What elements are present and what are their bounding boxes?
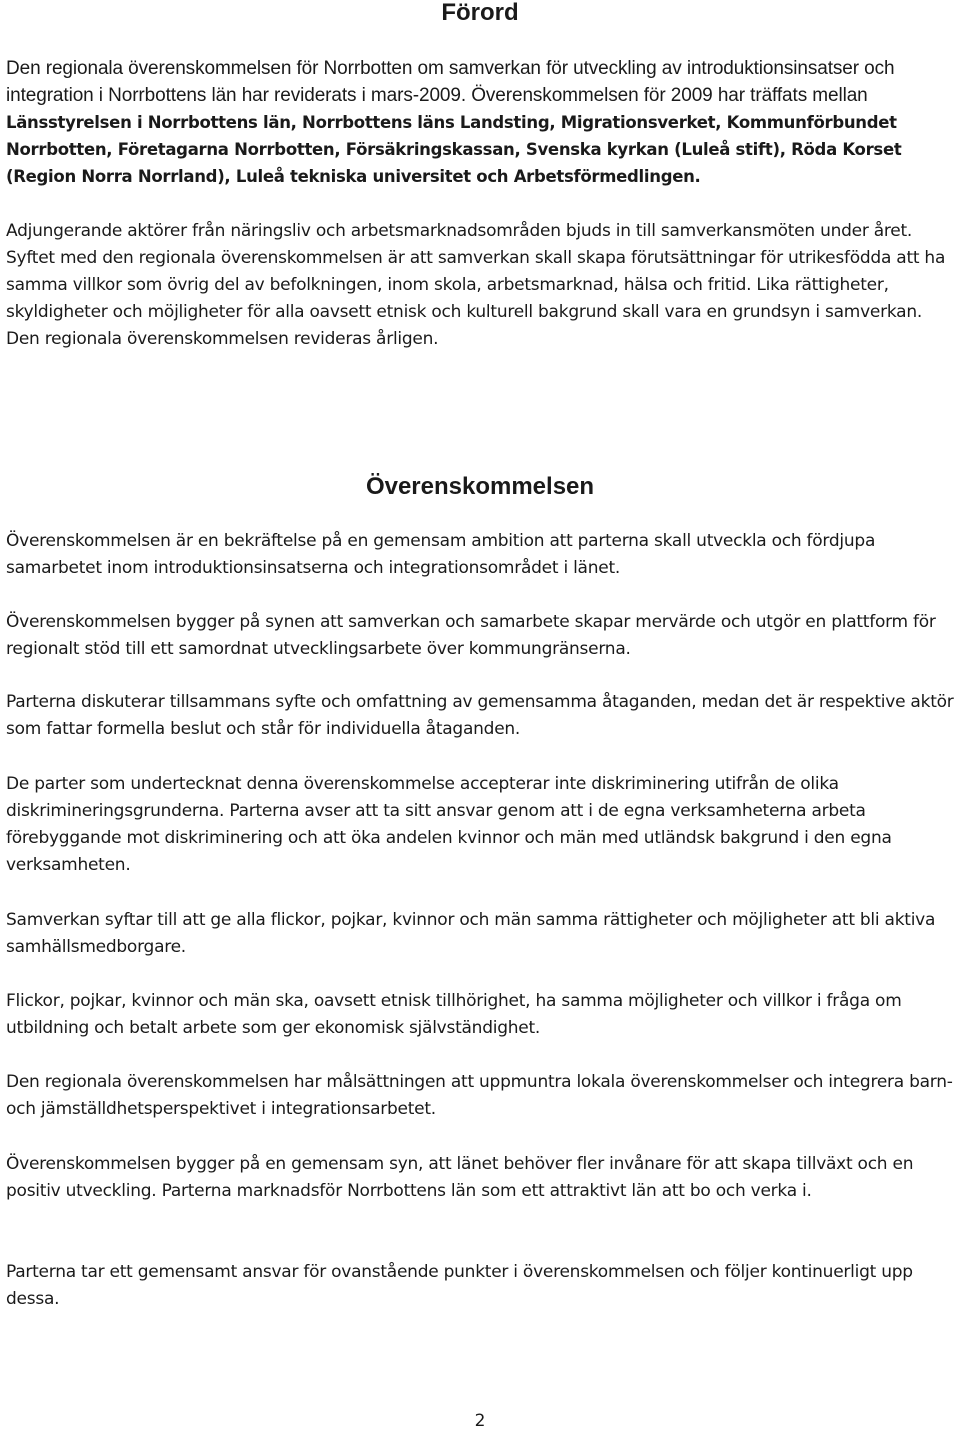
agreement-paragraph: Överenskommelsen bygger på synen att samverkan och samarbete skapar mervärde och utgör en plattform för regionalt stöd till ett samordnat utvecklingsarbete över kommungränserna.	[6, 612, 936, 659]
preface-adjunct-paragraph: Adjungerande aktörer från näringsliv och arbetsmarknadsområden bjuds in till samverkansmöten under året. Syftet med den regionala överenskommelsen är att samverkan skall skapa förutsättningar för utrikesfödda att ha samma villkor som övrig del av befolkningen, inom skola, arbetsmarknad, hälsa och fritid. Lika rättigheter, skyldigheter och möjligheter för alla oavsett etnisk och kulturell bakgrund skall vara en grundsyn i samverkan. Den regionala överenskommelsen revideras årligen.	[6, 221, 946, 349]
preface-intro-parties: Länsstyrelsen i Norrbottens län, Norrbottens läns Landsting, Migrationsverket, Kommunförbundet Norrbotten, Företagarna Norrbotten, Försäkringskassan, Svenska kyrkan (Luleå stift), Röda Korset (Region Norra Norrland), Luleå tekniska universitet och Arbetsförmedlingen.	[6, 113, 902, 186]
agreement-paragraph: Överenskommelsen är en bekräftelse på en gemensam ambition att parterna skall utveckla och fördjupa samarbetet inom introduktionsinsatserna och integrationsområdet i länet.	[6, 531, 876, 578]
agreement-paragraph: Flickor, pojkar, kvinnor och män ska, oavsett etnisk tillhörighet, ha samma möjligheter och villkor i fråga om utbildning och betalt arbete som ger ekonomisk självständighet.	[6, 991, 902, 1038]
agreement-paragraph: Parterna tar ett gemensamt ansvar för ovanstående punkter i överenskommelsen och följer kontinuerligt upp dessa.	[6, 1262, 913, 1309]
agreement-title: Överenskommelsen	[365, 473, 595, 500]
preface-intro-paragraph	[6, 55, 954, 190]
agreement-paragraph: Den regionala överenskommelsen har målsättningen att uppmuntra lokala överenskommelser och integrera barn- och jämställdhetsperspektivet i integrationsarbetet.	[6, 1072, 953, 1119]
preface-intro-lead: Den regionala överenskommelsen för Norrbotten om samverkan för utveckling av introduktionsinsatser och integration i Norrbottens län har reviderats i mars-2009. Överenskommelsen för 2009 har träffats mellan	[6, 58, 895, 106]
agreement-paragraph: Överenskommelsen bygger på en gemensam syn, att länet behöver fler invånare för att skapa tillväxt och en positiv utveckling. Parterna marknadsför Norrbottens län som ett attraktivt län att bo och verka i.	[6, 1154, 914, 1201]
agreement-paragraph: Parterna diskuterar tillsammans syfte och omfattning av gemensamma åtaganden, medan det är respektive aktör som fattar formella beslut och står för individuella åtaganden.	[6, 692, 954, 739]
page-number: 2	[474, 1411, 486, 1431]
preface-title: Förord	[441, 0, 519, 26]
agreement-paragraph: De parter som undertecknat denna överenskommelse accepterar inte diskriminering utifrån de olika diskrimineringsgrunderna. Parterna avser att ta sitt ansvar genom att i de egna verksamheterna arbeta förebyggande mot diskriminering och att öka andelen kvinnor och män med utländsk bakgrund i den egna verksamheten.	[6, 774, 892, 875]
agreement-paragraph: Samverkan syftar till att ge alla flickor, pojkar, kvinnor och män samma rättigheter och möjligheter att bli aktiva samhällsmedborgare.	[6, 910, 936, 957]
